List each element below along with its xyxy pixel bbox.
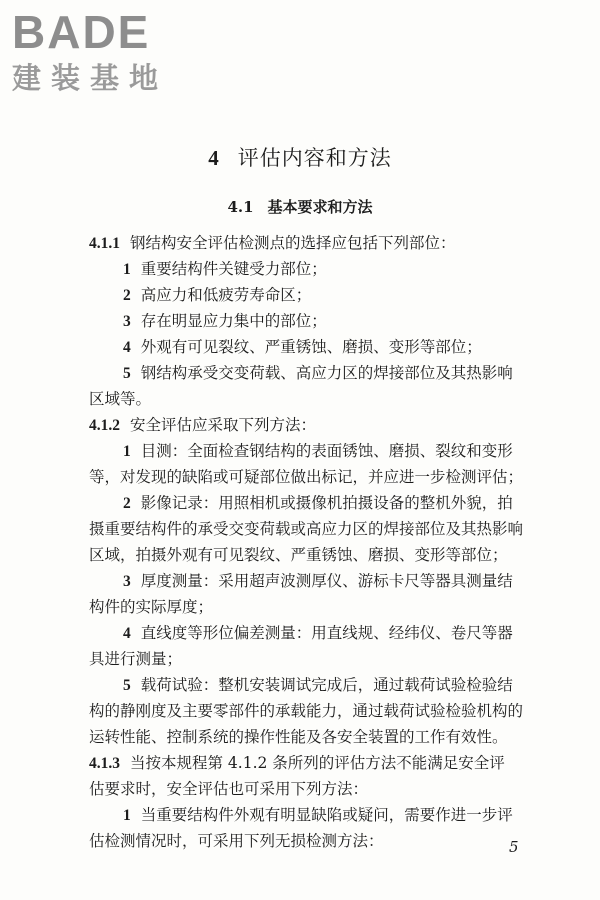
text-line xyxy=(89,828,534,854)
line-text: 构的静刚度及主要零部件的承载能力，通过载荷试验检验机构的 xyxy=(89,702,524,720)
chapter-heading: 评估内容和方法 xyxy=(237,146,392,170)
clause-number: 4.1.3 xyxy=(89,755,120,772)
list-item xyxy=(89,568,534,594)
list-item xyxy=(89,620,534,646)
item-number: 5 xyxy=(123,677,131,694)
line-text: 等，对发现的缺陷或可疑部位做出标记，并应进一步检测评估； xyxy=(89,468,524,486)
line-text: 厚度测量：采用超声波测厚仪、游标卡尺等器具测量结 xyxy=(140,572,513,590)
text-line xyxy=(89,594,534,620)
line-text: 当按本规程第 4.1.2 条所列的评估方法不能满足安全评 xyxy=(130,754,505,772)
section-title xyxy=(0,196,600,217)
text-line xyxy=(89,464,534,490)
line-text: 目测：全面检查钢结构的表面锈蚀、磨损、裂纹和变形 xyxy=(140,442,513,460)
chapter-title xyxy=(0,142,600,172)
line-text: 载荷试验：整机安装调试完成后，通过载荷试验检验结 xyxy=(140,676,513,694)
line-text: 估检测情况时，可采用下列无损检测方法： xyxy=(89,832,384,850)
item-number: 1 xyxy=(123,807,131,824)
line-text: 存在明显应力集中的部位； xyxy=(140,312,327,330)
item-number: 4 xyxy=(123,339,131,356)
list-item xyxy=(89,256,534,282)
item-number: 5 xyxy=(123,365,131,382)
line-text: 直线度等形位偏差测量：用直线规、经纬仪、卷尺等器 xyxy=(140,624,513,642)
line-text: 外观有可见裂纹、严重锈蚀、磨损、变形等部位； xyxy=(140,338,482,356)
line-text: 摄重要结构件的承受交变荷载或高应力区的焊接部位及其热影响 xyxy=(89,520,524,538)
text-line xyxy=(89,646,534,672)
clause-line xyxy=(89,750,534,776)
item-number: 2 xyxy=(123,495,131,512)
text-line xyxy=(89,516,534,542)
line-text: 影像记录：用照相机或摄像机拍摄设备的整机外貌，拍 xyxy=(140,494,513,512)
clause-line xyxy=(89,230,534,256)
page-number: 5 xyxy=(509,838,519,856)
list-item xyxy=(89,672,534,698)
line-text: 构件的实际厚度； xyxy=(89,598,214,616)
item-number: 1 xyxy=(123,261,131,278)
line-text: 区域等。 xyxy=(89,390,152,408)
text-line xyxy=(89,776,534,802)
logo-wordmark: BADE xyxy=(12,6,151,58)
text-line xyxy=(89,724,534,750)
text-line xyxy=(89,542,534,568)
list-item xyxy=(89,802,534,828)
line-text: 重要结构件关键受力部位； xyxy=(140,260,327,278)
list-item xyxy=(89,490,534,516)
chapter-number: 4 xyxy=(208,146,220,170)
bade-logo xyxy=(10,4,185,94)
item-number: 3 xyxy=(123,313,131,330)
text-line xyxy=(89,698,534,724)
item-number: 4 xyxy=(123,625,131,642)
item-number: 1 xyxy=(123,443,131,460)
line-text: 安全评估应采取下列方法： xyxy=(130,416,317,434)
clause-number: 4.1.1 xyxy=(89,235,120,252)
bade-logo-graphic xyxy=(10,4,185,94)
line-text: 估要求时，安全评估也可采用下列方法： xyxy=(89,780,369,798)
text-line xyxy=(89,386,534,412)
line-text: 钢结构安全评估检测点的选择应包括下列部位： xyxy=(130,234,456,252)
line-text: 当重要结构件外观有明显缺陷或疑问，需要作进一步评 xyxy=(140,806,513,824)
item-number: 2 xyxy=(123,287,131,304)
item-number: 3 xyxy=(123,573,131,590)
list-item xyxy=(89,438,534,464)
line-text: 运转性能、控制系统的操作性能及各安全装置的工作有效性。 xyxy=(89,728,508,746)
list-item xyxy=(89,308,534,334)
line-text: 区域，拍摄外观有可见裂纹、严重锈蚀、磨损、变形等部位； xyxy=(89,546,508,564)
line-text: 具进行测量； xyxy=(89,650,183,668)
clause-number: 4.1.2 xyxy=(89,417,120,434)
section-number: 4.1 xyxy=(227,198,254,216)
line-text: 高应力和低疲劳寿命区； xyxy=(140,286,312,304)
logo-subtitle: 建装基地 xyxy=(12,61,169,94)
list-item xyxy=(89,360,534,386)
clause-line xyxy=(89,412,534,438)
list-item xyxy=(89,334,534,360)
list-item xyxy=(89,282,534,308)
document-body xyxy=(89,230,534,854)
section-heading: 基本要求和方法 xyxy=(267,198,373,216)
line-text: 钢结构承受交变荷载、高应力区的焊接部位及其热影响 xyxy=(140,364,513,382)
